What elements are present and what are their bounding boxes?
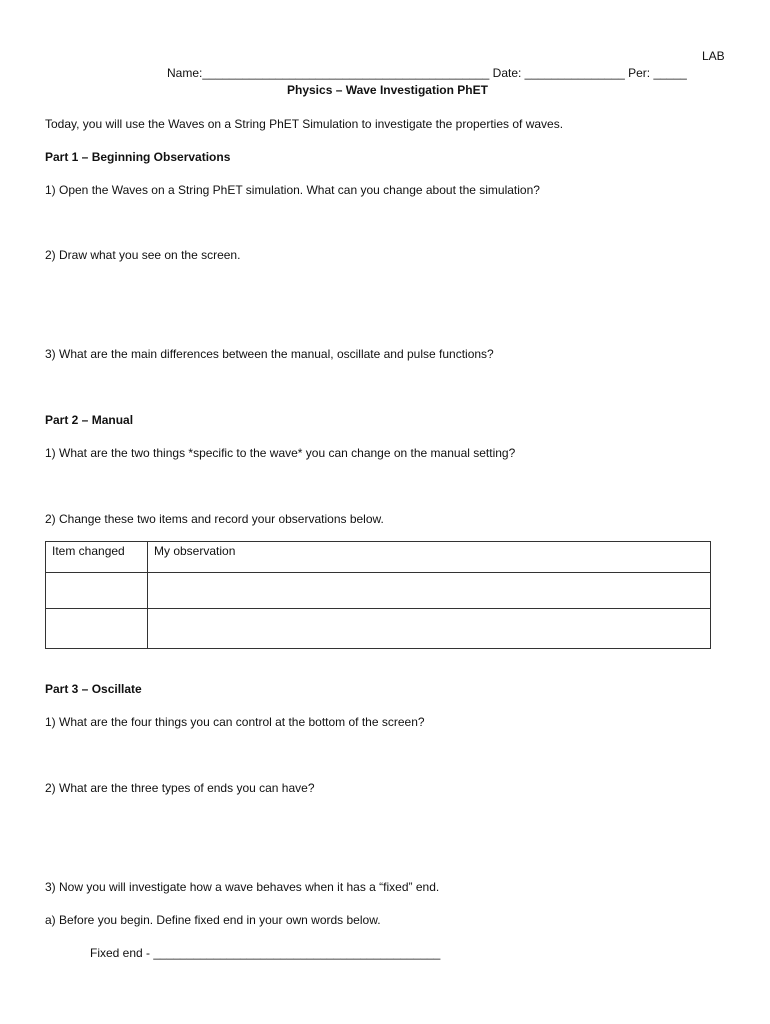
table-header-row bbox=[46, 542, 711, 573]
part3-question-3: 3) Now you will investigate how a wave behaves when it has a “fixed” end. bbox=[45, 880, 440, 894]
intro-text: Today, you will use the Waves on a String PhET Simulation to investigate the properties of waves. bbox=[45, 117, 564, 131]
table-cell-observation[interactable] bbox=[148, 573, 711, 609]
part3-question-2: 2) What are the three types of ends you can have? bbox=[45, 781, 315, 795]
part3-question-a: a) Before you begin. Define fixed end in your own words below. bbox=[45, 913, 381, 927]
fixed-end-line: Fixed end - ___________________________________________ bbox=[90, 946, 441, 960]
table-header-item-changed: Item changed bbox=[46, 542, 148, 573]
page-title: Physics – Wave Investigation PhET bbox=[287, 83, 488, 97]
lab-label: LAB bbox=[702, 49, 725, 63]
part1-question-3: 3) What are the main differences between the manual, oscillate and pulse functions? bbox=[45, 347, 494, 361]
table-header-my-observation: My observation bbox=[148, 542, 711, 573]
table-cell-observation[interactable] bbox=[148, 609, 711, 649]
part3-heading: Part 3 – Oscillate bbox=[45, 682, 142, 696]
table-row bbox=[46, 609, 711, 649]
part2-question-2: 2) Change these two items and record your observations below. bbox=[45, 512, 384, 526]
part1-question-1: 1) Open the Waves on a String PhET simulation. What can you change about the simulation? bbox=[45, 183, 540, 197]
part1-question-2: 2) Draw what you see on the screen. bbox=[45, 248, 241, 262]
part2-heading: Part 2 – Manual bbox=[45, 413, 134, 427]
table-cell-item[interactable] bbox=[46, 573, 148, 609]
part2-question-1: 1) What are the two things *specific to the wave* you can change on the manual setting? bbox=[45, 446, 516, 460]
part1-heading: Part 1 – Beginning Observations bbox=[45, 150, 231, 164]
part3-question-1: 1) What are the four things you can control at the bottom of the screen? bbox=[45, 715, 425, 729]
table-cell-item[interactable] bbox=[46, 609, 148, 649]
table-row bbox=[46, 573, 711, 609]
observation-table bbox=[45, 541, 711, 649]
name-date-period-line: Name:___________________________________________ Date: _______________ Per: _____ bbox=[167, 66, 687, 80]
